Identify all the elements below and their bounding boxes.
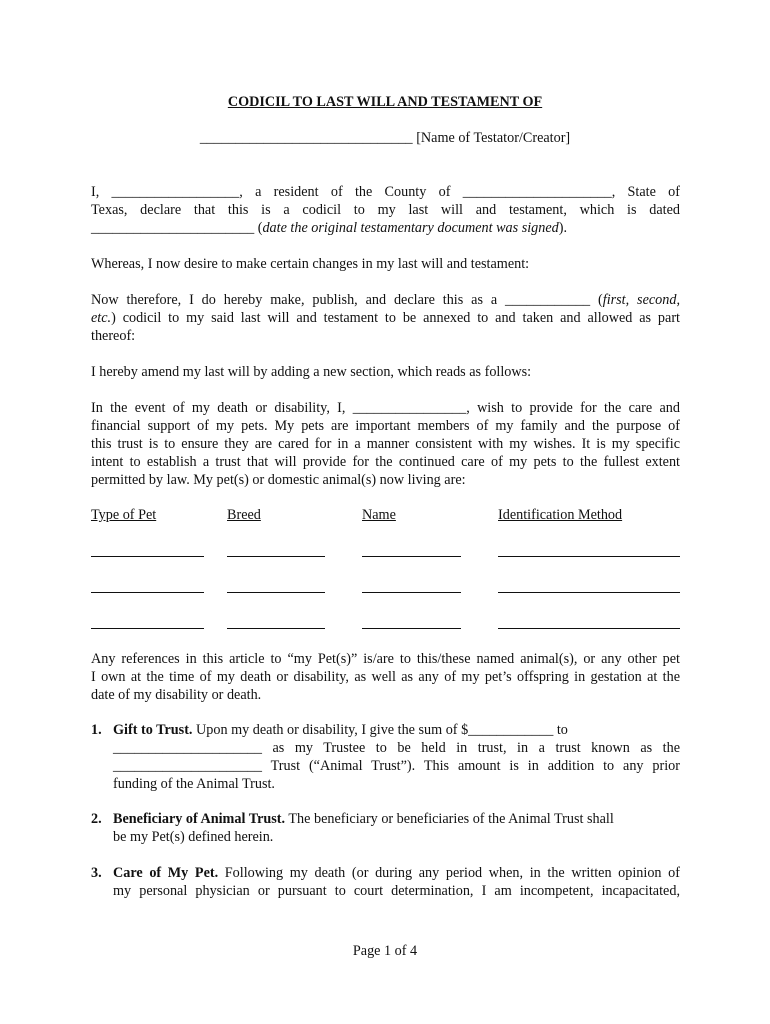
header-breed: Breed <box>227 507 261 523</box>
blank-name-field[interactable] <box>362 592 461 593</box>
list-item <box>91 864 680 900</box>
blank-breed-field[interactable] <box>227 556 325 557</box>
list-item <box>91 810 680 846</box>
header-identification-method: Identification Method <box>498 507 623 523</box>
item-line-2: _____________________ as my Trustee to be held in trust, in a trust known as the <box>113 740 680 756</box>
now-therefore-paragraph <box>91 291 680 345</box>
intro-line-1: I, __________________, a resident of the County of _____________________, State of <box>91 184 680 200</box>
references-line-1: Any references in this article to “my Pet(s)” is/are to this/these named animal(s), or any other pet <box>91 651 680 667</box>
references-paragraph <box>91 650 680 704</box>
references-line-3: date of my disability or death. <box>91 687 262 703</box>
item-number: 2. <box>91 811 102 827</box>
intro-line-3: _______________________ (date the original testamentary document was signed). <box>91 220 568 236</box>
item-line-4: funding of the Animal Trust. <box>113 776 275 792</box>
event-line-4: intent to establish a trust that will provide for the continued care of my pets to the fullest extent <box>91 454 680 470</box>
item-line-1: Care of My Pet. Following my death (or during any period when, in the written opinion of <box>113 865 680 881</box>
item-line-1: Beneficiary of Animal Trust. The beneficiary or beneficiaries of the Animal Trust shall <box>113 811 614 827</box>
item-heading: Care of My Pet. <box>113 865 219 881</box>
item-number: 3. <box>91 865 102 881</box>
pet-table-row <box>91 544 680 562</box>
intro-line-2: Texas, declare that this is a codicil to my last will and testament, which is dated <box>91 202 680 218</box>
blank-breed-field[interactable] <box>227 628 325 629</box>
header-name: Name <box>362 507 396 523</box>
item-line-1: Gift to Trust. Upon my death or disability, I give the sum of $____________ to <box>113 722 568 738</box>
header-type-of-pet: Type of Pet <box>91 507 157 523</box>
event-line-2: financial support of my pets. My pets are important members of my family and the purpose of <box>91 418 680 434</box>
references-line-2: I own at the time of my death or disability, as well as any of my pet’s offspring in gestation at the <box>91 669 680 685</box>
event-line-5: permitted by law. My pet(s) or domestic animal(s) now living are: <box>91 472 466 488</box>
item-line-2: be my Pet(s) defined herein. <box>113 829 274 845</box>
page-number: Page 1 of 4 <box>352 943 418 959</box>
blank-name-field[interactable] <box>362 628 461 629</box>
blank-breed-field[interactable] <box>227 592 325 593</box>
item-line-2: my personal physician or pursuant to court determination, I am incompetent, incapacitated, <box>113 883 680 899</box>
intro-paragraph <box>91 183 680 237</box>
blank-type-field[interactable] <box>91 556 204 557</box>
blank-identification-field[interactable] <box>498 628 680 629</box>
amend-paragraph: I hereby amend my last will by adding a new section, which reads as follows: <box>91 364 532 380</box>
event-line-1: In the event of my death or disability, I, ________________, wish to provide for the care and <box>91 400 680 416</box>
event-paragraph <box>91 399 680 489</box>
blank-type-field[interactable] <box>91 628 204 629</box>
now-therefore-line-3: thereof: <box>91 328 136 344</box>
blank-type-field[interactable] <box>91 592 204 593</box>
testator-name-line: ______________________________ [Name of Testator/Creator] <box>199 130 571 146</box>
item-heading: Beneficiary of Animal Trust. <box>113 811 286 827</box>
list-item <box>91 721 680 793</box>
document-title: CODICIL TO LAST WILL AND TESTAMENT OF <box>227 94 543 110</box>
pet-table-header <box>91 507 680 525</box>
blank-name-field[interactable] <box>362 556 461 557</box>
whereas-paragraph: Whereas, I now desire to make certain changes in my last will and testament: <box>91 256 530 272</box>
pet-table-row <box>91 580 680 598</box>
now-therefore-line-2: etc.) codicil to my said last will and testament to be annexed to and taken and allowed as part <box>91 310 680 326</box>
blank-identification-field[interactable] <box>498 556 680 557</box>
item-line-3: _____________________ Trust (“Animal Trust”). This amount is in addition to any prior <box>113 758 680 774</box>
now-therefore-line-1: Now therefore, I do hereby make, publish, and declare this as a ____________ (first, second, <box>91 292 680 308</box>
pet-table-row <box>91 616 680 634</box>
item-heading: Gift to Trust. <box>113 722 193 738</box>
item-number: 1. <box>91 722 102 738</box>
intro-italic-note: date the original testamentary document was signed <box>262 220 559 236</box>
blank-identification-field[interactable] <box>498 592 680 593</box>
event-line-3: this trust is to ensure they are cared for in a manner consistent with my wishes. It is my specific <box>91 436 680 452</box>
